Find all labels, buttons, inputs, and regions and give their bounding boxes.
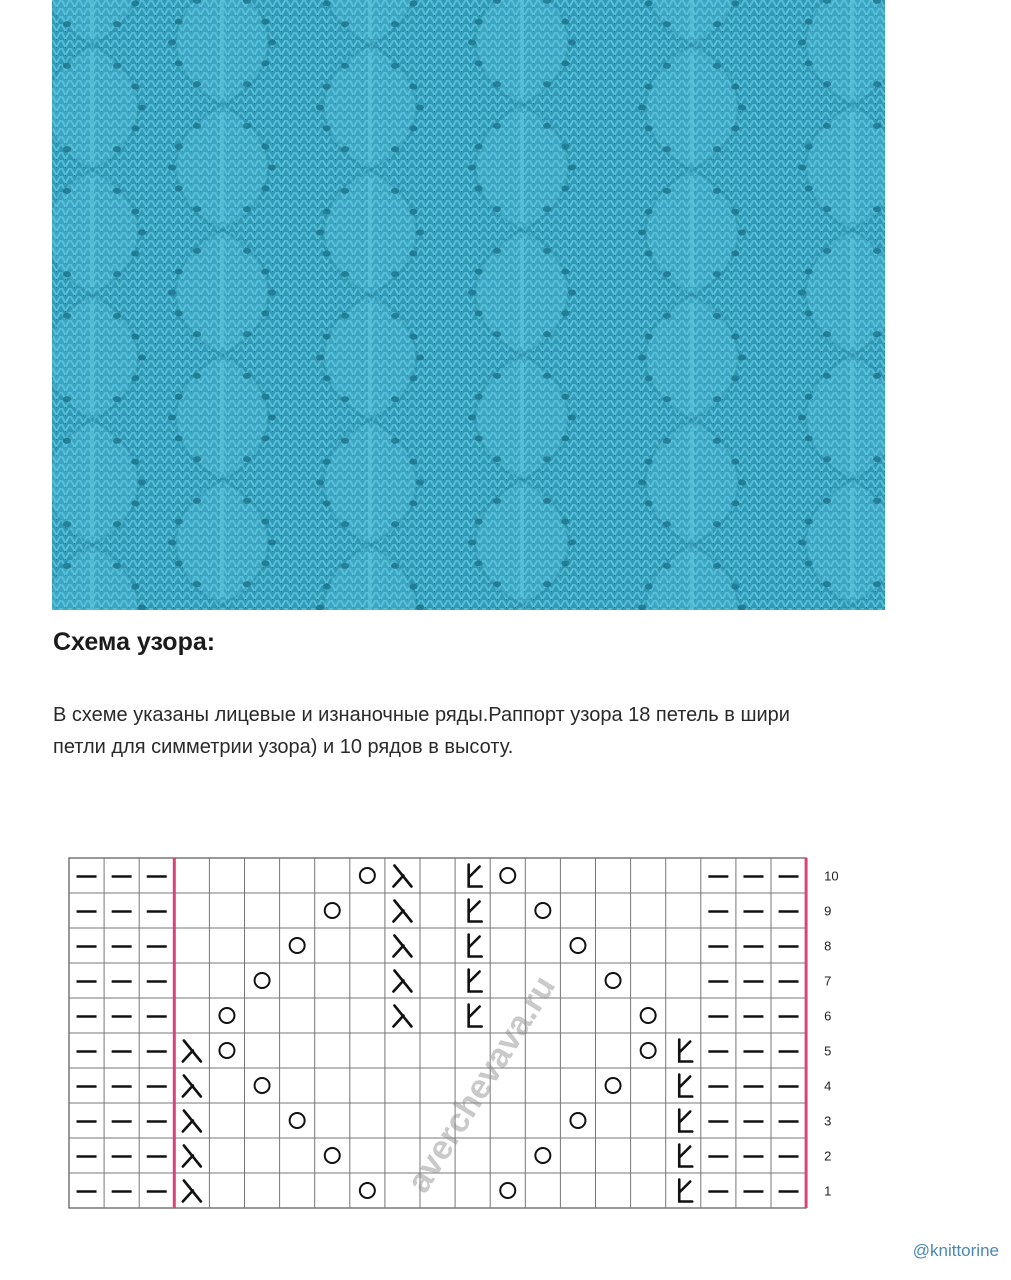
eyelet-hole	[391, 563, 399, 569]
eyelet-hole	[243, 81, 251, 87]
eyelet-hole	[738, 105, 746, 111]
eyelet-hole	[323, 0, 331, 6]
eyelet-hole	[261, 144, 269, 150]
eyelet-hole	[341, 313, 349, 319]
eyelet-hole	[798, 290, 806, 296]
eyelet-hole	[873, 373, 881, 379]
eyelet-hole	[561, 269, 569, 275]
eyelet-hole	[113, 146, 121, 152]
eyelet-hole	[138, 230, 146, 236]
eyelet-hole	[713, 271, 721, 277]
eyelet-hole	[243, 123, 251, 129]
eyelet-hole	[193, 123, 201, 129]
eyelet-hole	[823, 456, 831, 462]
eyelet-hole	[731, 250, 739, 256]
eyelet-hole	[731, 0, 739, 6]
eyelet-hole	[475, 19, 483, 25]
eyelet-hole	[131, 125, 139, 131]
eyelet-hole	[131, 250, 139, 256]
eyelet-hole	[113, 563, 121, 569]
eyelet-hole	[409, 334, 417, 340]
eyelet-hole	[175, 144, 183, 150]
eyelet-hole	[261, 60, 269, 66]
eyelet-hole	[261, 269, 269, 275]
eyelet-hole	[63, 396, 71, 402]
eyelet-hole	[823, 581, 831, 587]
eyelet-hole	[391, 188, 399, 194]
eyelet-hole	[113, 63, 121, 69]
eyelet-hole	[323, 334, 331, 340]
eyelet-hole	[261, 185, 269, 191]
eyelet-hole	[409, 375, 417, 381]
eyelet-hole	[391, 438, 399, 444]
eyelet-hole	[475, 394, 483, 400]
eyelet-hole	[873, 456, 881, 462]
eyelet-hole	[243, 581, 251, 587]
eyelet-hole	[561, 310, 569, 316]
eyelet-hole	[645, 0, 653, 6]
eyelet-hole	[798, 415, 806, 421]
eyelet-hole	[261, 560, 269, 566]
eyelet-hole	[663, 521, 671, 527]
eyelet-hole	[468, 540, 476, 546]
chart-row-number: 10	[824, 868, 839, 884]
eyelet-hole	[193, 373, 201, 379]
eyelet-hole	[168, 415, 176, 421]
eyelet-hole	[568, 290, 576, 296]
eyelet-hole	[175, 394, 183, 400]
eyelet-hole	[475, 560, 483, 566]
eyelet-hole	[175, 269, 183, 275]
eyelet-hole	[113, 313, 121, 319]
eyelet-hole	[63, 563, 71, 569]
eyelet-hole	[805, 269, 813, 275]
eyelet-hole	[543, 123, 551, 129]
eyelet-hole	[323, 375, 331, 381]
eyelet-hole	[645, 334, 653, 340]
eyelet-hole	[416, 105, 424, 111]
eyelet-hole	[63, 313, 71, 319]
eyelet-hole	[645, 375, 653, 381]
eyelet-hole	[873, 581, 881, 587]
chart-row-number: 9	[824, 903, 832, 919]
eyelet-hole	[731, 500, 739, 506]
eyelet-hole	[638, 355, 646, 361]
eyelet-hole	[645, 459, 653, 465]
eyelet-hole	[243, 373, 251, 379]
eyelet-hole	[568, 165, 576, 171]
eyelet-hole	[268, 290, 276, 296]
eyelet-hole	[113, 21, 121, 27]
chart-row-number: 6	[824, 1008, 832, 1024]
eyelet-hole	[175, 310, 183, 316]
eyelet-hole	[493, 331, 501, 337]
eyelet-hole	[738, 480, 746, 486]
eyelet-hole	[713, 521, 721, 527]
eyelet-hole	[131, 459, 139, 465]
eyelet-hole	[138, 480, 146, 486]
eyelet-hole	[416, 355, 424, 361]
eyelet-hole	[645, 250, 653, 256]
eyelet-hole	[823, 81, 831, 87]
eyelet-hole	[316, 355, 324, 361]
eyelet-hole	[638, 105, 646, 111]
eyelet-hole	[193, 248, 201, 254]
eyelet-hole	[561, 185, 569, 191]
eyelet-hole	[645, 209, 653, 215]
eyelet-hole	[175, 560, 183, 566]
eyelet-hole	[63, 146, 71, 152]
eyelet-hole	[805, 560, 813, 566]
eyelet-hole	[493, 81, 501, 87]
eyelet-hole	[663, 313, 671, 319]
eyelet-hole	[63, 521, 71, 527]
eyelet-hole	[731, 209, 739, 215]
eyelet-hole	[823, 123, 831, 129]
eyelet-hole	[823, 373, 831, 379]
eyelet-hole	[409, 84, 417, 90]
eyelet-hole	[475, 269, 483, 275]
eyelet-hole	[113, 521, 121, 527]
eyelet-hole	[113, 438, 121, 444]
eyelet-hole	[391, 313, 399, 319]
eyelet-hole	[261, 435, 269, 441]
eyelet-hole	[63, 438, 71, 444]
eyelet-hole	[261, 394, 269, 400]
eyelet-hole	[713, 396, 721, 402]
pattern-description	[53, 699, 1011, 763]
eyelet-hole	[409, 459, 417, 465]
eyelet-hole	[493, 206, 501, 212]
eyelet-hole	[475, 310, 483, 316]
eyelet-hole	[645, 84, 653, 90]
eyelet-hole	[193, 581, 201, 587]
eyelet-hole	[391, 63, 399, 69]
eyelet-hole	[805, 435, 813, 441]
eyelet-hole	[493, 373, 501, 379]
eyelet-hole	[341, 188, 349, 194]
eyelet-hole	[193, 456, 201, 462]
eyelet-hole	[731, 459, 739, 465]
eyelet-hole	[731, 84, 739, 90]
eyelet-hole	[805, 19, 813, 25]
eyelet-hole	[493, 498, 501, 504]
eyelet-hole	[63, 63, 71, 69]
eyelet-hole	[243, 498, 251, 504]
eyelet-hole	[805, 394, 813, 400]
chart-row-number: 2	[824, 1148, 832, 1164]
eyelet-hole	[63, 188, 71, 194]
watermark: averchevava.ru	[399, 969, 564, 1200]
eyelet-hole	[131, 375, 139, 381]
eyelet-hole	[873, 206, 881, 212]
eyelet-hole	[663, 188, 671, 194]
eyelet-hole	[663, 438, 671, 444]
eyelet-hole	[323, 125, 331, 131]
eyelet-hole	[63, 271, 71, 277]
eyelet-hole	[391, 396, 399, 402]
eyelet-hole	[713, 146, 721, 152]
eyelet-hole	[568, 540, 576, 546]
eyelet-hole	[543, 331, 551, 337]
eyelet-hole	[663, 63, 671, 69]
eyelet-hole	[713, 63, 721, 69]
eyelet-hole	[561, 560, 569, 566]
eyelet-hole	[193, 331, 201, 337]
eyelet-hole	[168, 290, 176, 296]
eyelet-hole	[645, 584, 653, 590]
eyelet-hole	[475, 435, 483, 441]
eyelet-hole	[493, 581, 501, 587]
author-credit: @knittorine	[912, 1241, 999, 1260]
eyelet-hole	[713, 563, 721, 569]
eyelet-hole	[391, 21, 399, 27]
eyelet-hole	[561, 394, 569, 400]
eyelet-hole	[341, 271, 349, 277]
eyelet-hole	[731, 125, 739, 131]
eyelet-hole	[475, 144, 483, 150]
eyelet-hole	[341, 563, 349, 569]
eyelet-hole	[409, 125, 417, 131]
eyelet-hole	[268, 540, 276, 546]
pattern-heading: Схема узора:	[53, 628, 216, 656]
eyelet-hole	[323, 209, 331, 215]
eyelet-hole	[113, 396, 121, 402]
eyelet-hole	[323, 459, 331, 465]
eyelet-hole	[663, 21, 671, 27]
eyelet-hole	[63, 21, 71, 27]
eyelet-hole	[475, 60, 483, 66]
eyelet-hole	[416, 480, 424, 486]
eyelet-hole	[731, 334, 739, 340]
eyelet-hole	[175, 185, 183, 191]
eyelet-hole	[823, 206, 831, 212]
eyelet-hole	[341, 146, 349, 152]
eyelet-hole	[409, 584, 417, 590]
eyelet-hole	[243, 331, 251, 337]
eyelet-hole	[341, 521, 349, 527]
eyelet-hole	[409, 209, 417, 215]
eyelet-hole	[805, 310, 813, 316]
chart-row-number: 4	[824, 1078, 832, 1094]
eyelet-hole	[391, 146, 399, 152]
knitted-lace-texture	[52, 0, 885, 610]
eyelet-hole	[798, 540, 806, 546]
eyelet-hole	[243, 248, 251, 254]
eyelet-hole	[268, 415, 276, 421]
eyelet-hole	[475, 185, 483, 191]
eyelet-hole	[873, 498, 881, 504]
eyelet-hole	[493, 248, 501, 254]
eyelet-hole	[561, 435, 569, 441]
eyelet-hole	[243, 456, 251, 462]
eyelet-hole	[638, 480, 646, 486]
eyelet-hole	[316, 105, 324, 111]
eyelet-hole	[568, 415, 576, 421]
eyelet-hole	[416, 230, 424, 236]
eyelet-hole	[468, 290, 476, 296]
eyelet-hole	[341, 438, 349, 444]
eyelet-hole	[805, 185, 813, 191]
eyelet-hole	[805, 144, 813, 150]
eyelet-hole	[645, 500, 653, 506]
eyelet-hole	[341, 63, 349, 69]
eyelet-hole	[341, 396, 349, 402]
knitting-chart	[60, 850, 860, 1220]
knitted-lace-photo	[52, 0, 885, 610]
chart-row-number: 5	[824, 1043, 832, 1059]
eyelet-hole	[798, 165, 806, 171]
eyelet-hole	[543, 498, 551, 504]
eyelet-hole	[805, 60, 813, 66]
eyelet-hole	[261, 310, 269, 316]
eyelet-hole	[468, 415, 476, 421]
description-line-1: В схеме указаны лицевые и изнаночные ряды.Раппорт узора 18 петель в шири	[53, 704, 790, 726]
eyelet-hole	[138, 105, 146, 111]
eyelet-hole	[873, 81, 881, 87]
eyelet-hole	[493, 123, 501, 129]
eyelet-hole	[823, 498, 831, 504]
eyelet-hole	[243, 206, 251, 212]
eyelet-hole	[175, 19, 183, 25]
eyelet-hole	[543, 456, 551, 462]
eyelet-hole	[873, 248, 881, 254]
eyelet-hole	[268, 165, 276, 171]
eyelet-hole	[193, 81, 201, 87]
eyelet-hole	[493, 456, 501, 462]
eyelet-hole	[798, 40, 806, 46]
eyelet-hole	[268, 40, 276, 46]
eyelet-hole	[738, 355, 746, 361]
eyelet-hole	[713, 188, 721, 194]
eyelet-hole	[663, 563, 671, 569]
eyelet-hole	[823, 248, 831, 254]
eyelet-hole	[805, 519, 813, 525]
eyelet-hole	[168, 540, 176, 546]
eyelet-hole	[113, 271, 121, 277]
eyelet-hole	[561, 519, 569, 525]
chart-row-number: 8	[824, 938, 832, 954]
eyelet-hole	[175, 435, 183, 441]
eyelet-hole	[543, 248, 551, 254]
eyelet-hole	[873, 123, 881, 129]
chart-row-number: 1	[824, 1183, 832, 1199]
eyelet-hole	[261, 519, 269, 525]
eyelet-hole	[713, 21, 721, 27]
eyelet-hole	[561, 60, 569, 66]
eyelet-hole	[113, 188, 121, 194]
eyelet-hole	[316, 230, 324, 236]
eyelet-hole	[131, 209, 139, 215]
eyelet-hole	[663, 271, 671, 277]
eyelet-hole	[738, 230, 746, 236]
eyelet-hole	[175, 60, 183, 66]
eyelet-hole	[543, 81, 551, 87]
eyelet-hole	[341, 21, 349, 27]
eyelet-hole	[409, 500, 417, 506]
eyelet-hole	[468, 165, 476, 171]
chart-row-numbers	[824, 869, 838, 1199]
eyelet-hole	[409, 250, 417, 256]
eyelet-hole	[468, 40, 476, 46]
eyelet-hole	[131, 334, 139, 340]
eyelet-hole	[323, 500, 331, 506]
description-line-2: петли для симметрии узора) и 10 рядов в высоту.	[53, 736, 514, 758]
eyelet-hole	[323, 84, 331, 90]
eyelet-hole	[873, 331, 881, 337]
eyelet-hole	[193, 498, 201, 504]
eyelet-hole	[168, 40, 176, 46]
eyelet-hole	[138, 355, 146, 361]
eyelet-hole	[131, 84, 139, 90]
eyelet-hole	[645, 125, 653, 131]
eyelet-hole	[168, 165, 176, 171]
eyelet-hole	[638, 230, 646, 236]
eyelet-hole	[543, 373, 551, 379]
eyelet-hole	[131, 0, 139, 6]
eyelet-hole	[561, 144, 569, 150]
eyelet-hole	[131, 584, 139, 590]
eyelet-hole	[409, 0, 417, 6]
eyelet-hole	[391, 271, 399, 277]
eyelet-hole	[561, 19, 569, 25]
eyelet-hole	[391, 521, 399, 527]
eyelet-hole	[193, 206, 201, 212]
eyelet-hole	[713, 438, 721, 444]
eyelet-hole	[731, 375, 739, 381]
eyelet-hole	[261, 19, 269, 25]
eyelet-hole	[731, 584, 739, 590]
eyelet-hole	[568, 40, 576, 46]
eyelet-hole	[475, 519, 483, 525]
eyelet-hole	[316, 480, 324, 486]
eyelet-hole	[713, 313, 721, 319]
eyelet-hole	[823, 331, 831, 337]
eyelet-hole	[543, 206, 551, 212]
eyelet-hole	[663, 146, 671, 152]
eyelet-hole	[323, 250, 331, 256]
eyelet-hole	[175, 519, 183, 525]
chart-row-number: 3	[824, 1113, 832, 1129]
eyelet-hole	[131, 500, 139, 506]
eyelet-hole	[543, 581, 551, 587]
eyelet-hole	[323, 584, 331, 590]
eyelet-hole	[663, 396, 671, 402]
chart-row-number: 7	[824, 973, 832, 989]
